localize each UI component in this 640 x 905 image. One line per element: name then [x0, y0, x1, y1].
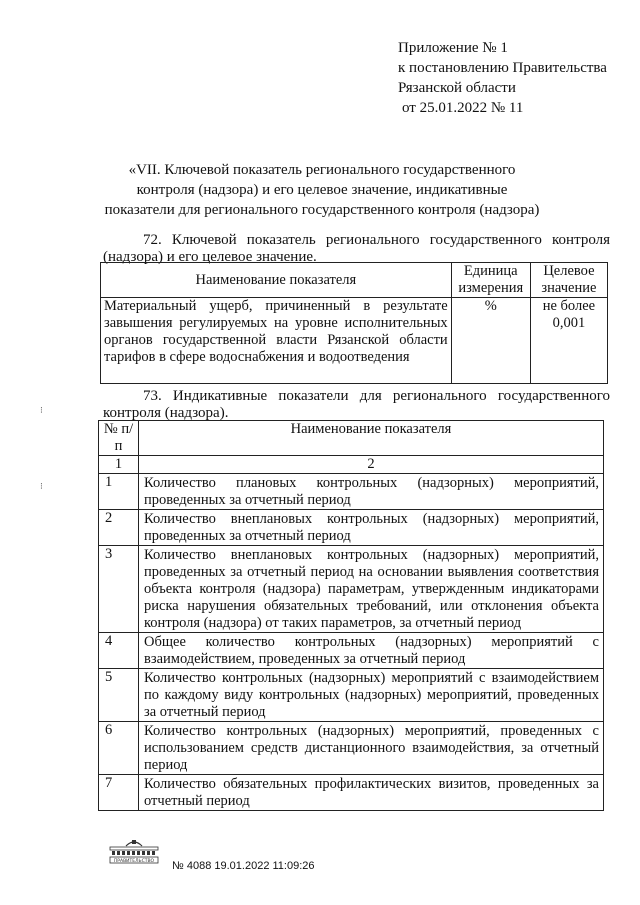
- row-number: 7: [99, 775, 139, 811]
- table-numbering-row: [99, 456, 604, 474]
- header-unit: Единица измерения: [451, 263, 530, 298]
- header-number: № п/п: [99, 421, 139, 456]
- paragraph-72: [103, 232, 610, 266]
- table-row: [99, 510, 604, 546]
- appendix-region: Рязанской области: [398, 80, 516, 96]
- row-number: 2: [99, 510, 139, 546]
- row-number: 1: [99, 474, 139, 510]
- table-row: [99, 775, 604, 811]
- header-target-value: Целевое значение: [530, 263, 607, 298]
- row-number: 3: [99, 546, 139, 633]
- table-row: [99, 474, 604, 510]
- margin-mark: ⁝: [40, 405, 43, 415]
- appendix-header: [398, 38, 633, 118]
- row-text: Общее количество контрольных (надзорных) мероприятий с взаимодействием, проведенных за отчетный период: [139, 633, 604, 669]
- registration-stamp: № 4088 19.01.2022 11:09:26: [172, 860, 315, 872]
- row-number: 4: [99, 633, 139, 669]
- header-indicator-name: Наименование показателя: [139, 421, 604, 456]
- appendix-date: от 25.01.2022 № 11: [402, 100, 524, 116]
- appendix-title: Приложение № 1: [398, 40, 508, 56]
- paragraph-73: [103, 388, 610, 422]
- indicator-name-cell: Материальный ущерб, причиненный в результате завышения регулируемых на уровне исполнительных органов государственной власти Рязанской области тарифов в сфере водоснабжения и водоотведения: [101, 298, 452, 384]
- table-row: [99, 669, 604, 722]
- registry-stamp-logo-icon: [108, 838, 160, 864]
- table-row: [101, 298, 608, 384]
- row-number: 5: [99, 669, 139, 722]
- indicative-indicators-table: [98, 420, 604, 811]
- paragraph-72-text: 72. Ключевой показатель регионального государственного контроля (надзора) и его целевое значение.: [103, 232, 610, 265]
- paragraph-73-text: 73. Индикативные показатели для регионального государственного контроля (надзора).: [103, 388, 610, 421]
- section-title: «VII. Ключевой показатель регионального государственного контроля (надзора) и его целевое значение, индикативные показатели для регионального государственного контроля (надзора): [104, 162, 540, 218]
- row-text: Количество обязательных профилактических визитов, проведенных за отчетный период: [139, 775, 604, 811]
- row-text: Количество плановых контрольных (надзорных) мероприятий, проведенных за отчетный период: [139, 474, 604, 510]
- table-row: [99, 633, 604, 669]
- key-indicator-table: [100, 262, 608, 384]
- row-text: Количество внеплановых контрольных (надзорных) мероприятий, проведенных за отчетный период: [139, 510, 604, 546]
- row-text: Количество контрольных (надзорных) мероприятий с взаимодействием по каждому виду контрольных (надзорных) мероприятий, проведенных за отчетный период: [139, 669, 604, 722]
- logo-caption: ПРАВИТЕЛЬСТВО: [113, 859, 155, 864]
- target-value-cell: не более 0,001: [530, 298, 607, 384]
- numbering-cell: 2: [139, 456, 604, 474]
- numbering-cell: 1: [99, 456, 139, 474]
- appendix-resolution: к постановлению Правительства: [398, 60, 607, 76]
- row-number: 6: [99, 722, 139, 775]
- row-text: Количество внеплановых контрольных (надзорных) мероприятий, проведенных за отчетный период на основании выявления соответствия объекта контроля (надзора) параметрам, утвержденным индикаторами риска нарушения обязательных требований, или отклонения объекта контроля (надзора) от таких параметров, за отчетный период: [139, 546, 604, 633]
- row-text: Количество контрольных (надзорных) мероприятий, проведенных с использованием средств дистанционного взаимодействия, за отчетный период: [139, 722, 604, 775]
- table-row: [99, 722, 604, 775]
- unit-cell: %: [451, 298, 530, 384]
- margin-mark: ⁝: [40, 481, 43, 491]
- table-row: [99, 546, 604, 633]
- table-header-row: [101, 263, 608, 298]
- header-indicator-name: Наименование показателя: [101, 263, 452, 298]
- table-header-row: [99, 421, 604, 456]
